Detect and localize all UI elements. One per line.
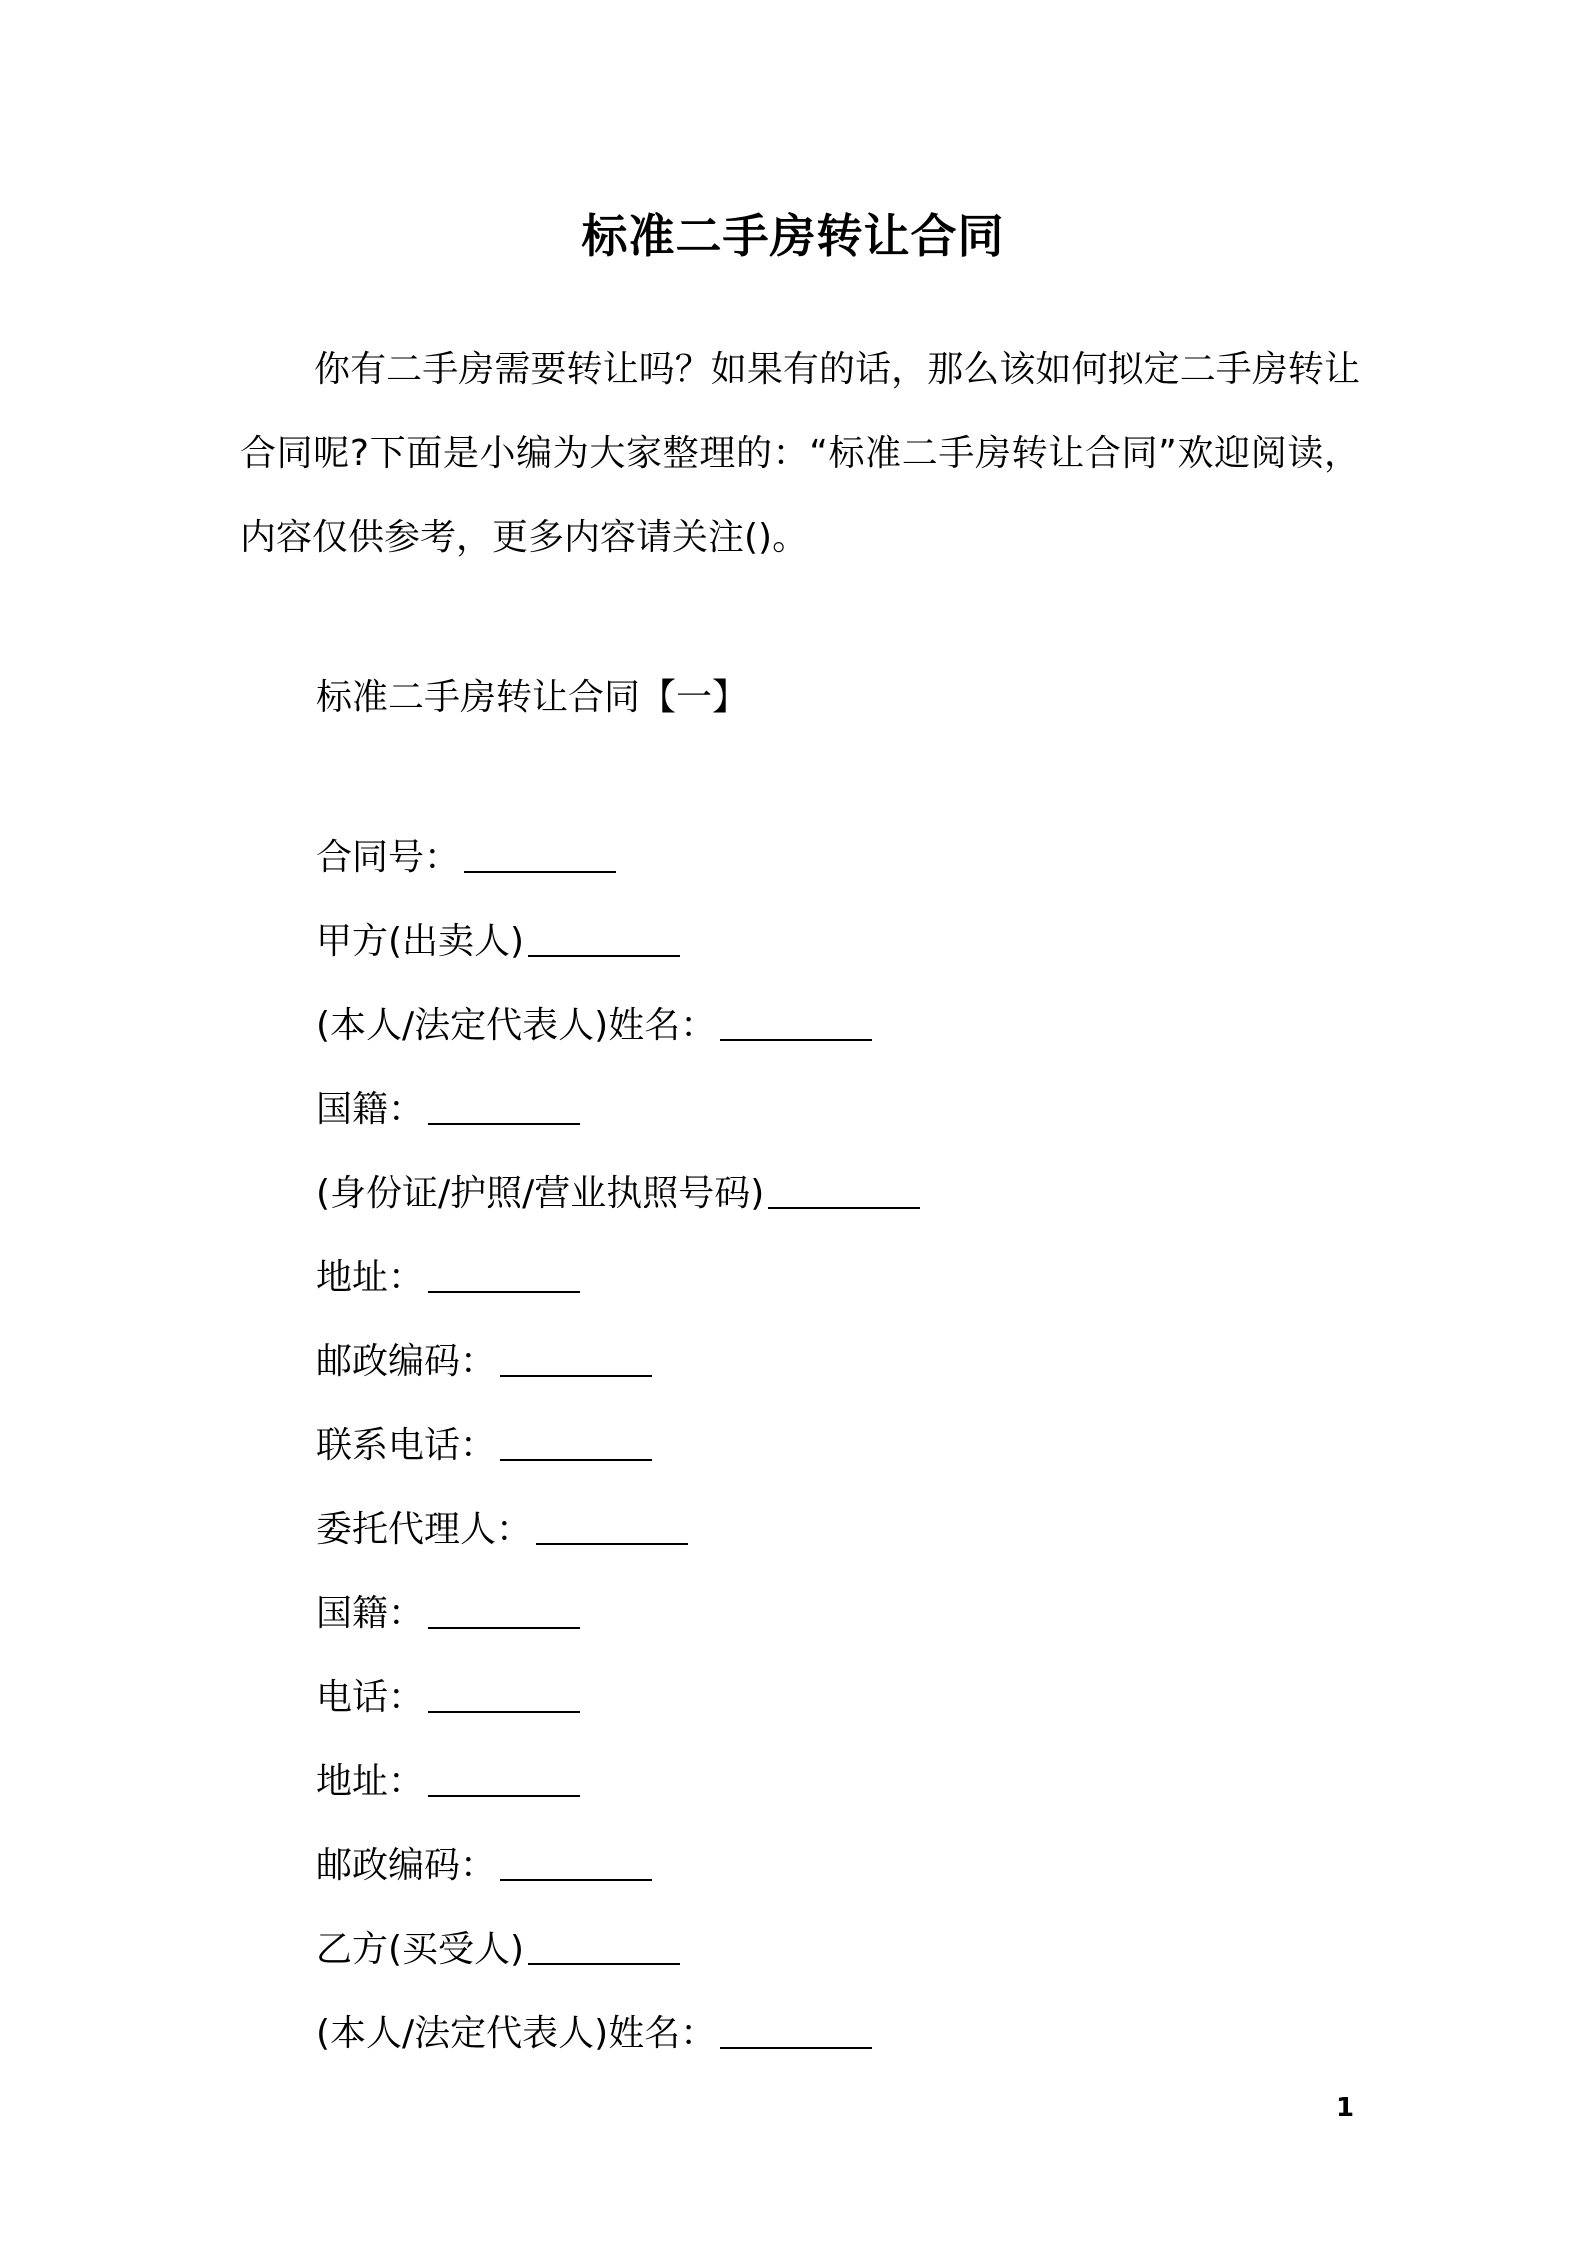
field-label: 合同号：: [316, 837, 461, 878]
field-label: 国籍：: [316, 1089, 425, 1130]
field-label: 联系电话：: [316, 1425, 497, 1466]
agent-phone-field: [316, 1666, 580, 1730]
blank-line: [428, 1761, 580, 1797]
intro-paragraph: 你有二手房需要转让吗？如果有的话，那么该如何拟定二手房转让合同呢?下面是小编为大家整理的：“标准二手房转让合同”欢迎阅读，内容仅供参考，更多内容请关注()。: [240, 349, 1360, 558]
party-a-postal-code-field: [316, 1330, 652, 1394]
party-b-buyer-field: [316, 1918, 680, 1982]
blank-line: [500, 1845, 652, 1881]
party-a-nationality-field: [316, 1078, 580, 1142]
blank-line: [428, 1677, 580, 1713]
field-label: (本人/法定代表人)姓名：: [316, 2013, 717, 2054]
blank-line: [528, 1929, 680, 1965]
field-label: (本人/法定代表人)姓名：: [316, 1005, 717, 1046]
blank-line: [528, 921, 680, 957]
agent-nationality-field: [316, 1582, 580, 1646]
party-a-phone-field: [316, 1414, 652, 1478]
agent-postal-code-field: [316, 1834, 652, 1898]
agent-address-field: [316, 1750, 580, 1814]
party-b-name-field: [316, 2002, 872, 2066]
page-number: 1: [1336, 2093, 1355, 2123]
field-label: 国籍：: [316, 1593, 425, 1634]
agent-field: [316, 1498, 688, 1562]
blank-line: [464, 837, 616, 873]
field-label: 地址：: [316, 1761, 425, 1802]
blank-line: [720, 1005, 872, 1041]
field-label: 甲方(出卖人): [316, 921, 525, 962]
blank-line: [428, 1593, 580, 1629]
blank-line: [768, 1173, 920, 1209]
field-label: 乙方(买受人): [316, 1929, 525, 1970]
blank-line: [428, 1089, 580, 1125]
blank-line: [500, 1425, 652, 1461]
field-label: 邮政编码：: [316, 1845, 497, 1886]
blank-line: [536, 1509, 688, 1545]
contract-number-field: [316, 826, 616, 890]
field-label: 电话：: [316, 1677, 425, 1718]
field-label: 委托代理人：: [316, 1509, 533, 1550]
section-heading: 标准二手房转让合同【一】: [316, 677, 749, 718]
party-a-id-number-field: [316, 1162, 920, 1226]
party-a-seller-field: [316, 910, 680, 974]
field-label: (身份证/护照/营业执照号码): [316, 1173, 765, 1214]
blank-line: [428, 1257, 580, 1293]
party-a-address-field: [316, 1246, 580, 1310]
party-a-name-field: [316, 994, 872, 1058]
field-label: 地址：: [316, 1257, 425, 1298]
document-title: 标准二手房转让合同: [581, 209, 1005, 263]
field-label: 邮政编码：: [316, 1341, 497, 1382]
blank-line: [720, 2013, 872, 2049]
blank-line: [500, 1341, 652, 1377]
